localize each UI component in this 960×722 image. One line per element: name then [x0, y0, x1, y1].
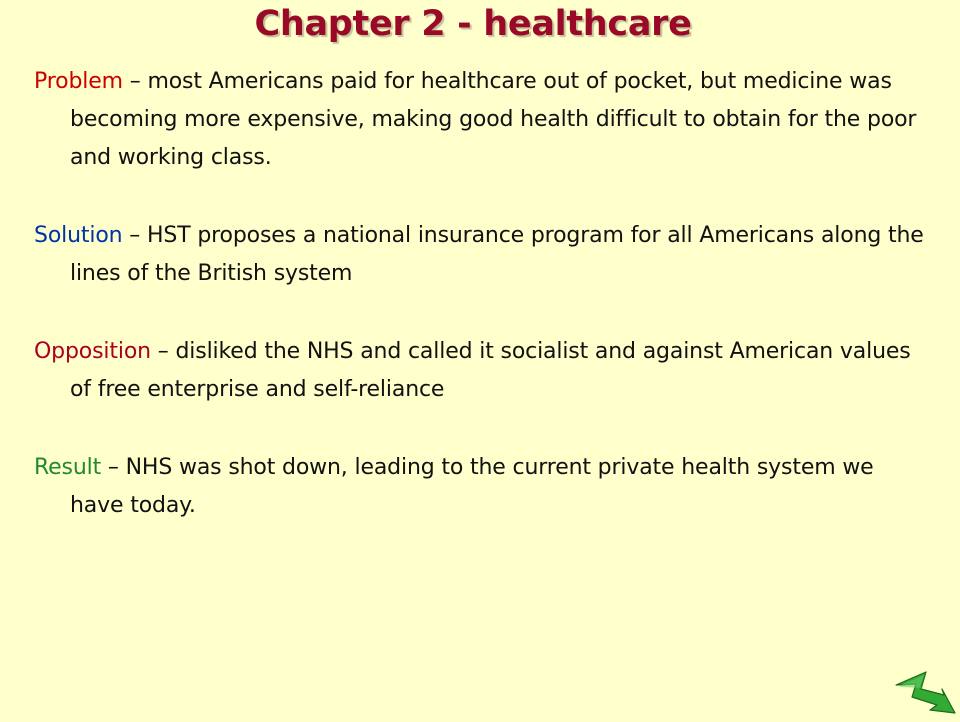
section-text: disliked the NHS and called it socialist and against American values of free enterprise and self-reliance [70, 339, 911, 402]
section-dash: – [101, 455, 126, 480]
section-problem [34, 63, 924, 177]
section-label: Opposition [34, 339, 151, 364]
section-dash: – [150, 339, 176, 364]
section-text: NHS was shot down, leading to the current private health system we have today. [70, 455, 874, 518]
section-text: HST proposes a national insurance program for all Americans along the lines of the British system [70, 223, 924, 286]
slide-content [34, 63, 924, 565]
section-opposition [34, 333, 924, 409]
section-result [34, 449, 924, 525]
section-dash: – [122, 223, 147, 248]
slide-title: Chapter 2 - healthcare [254, 4, 692, 44]
section-label: Problem [34, 69, 123, 94]
section-solution [34, 217, 924, 293]
next-slide-button[interactable] [892, 668, 958, 718]
section-text: most Americans paid for healthcare out of pocket, but medicine was becoming more expensive, making good health difficult to obtain for the poor and working class. [70, 69, 917, 170]
section-label: Solution [34, 223, 123, 248]
next-arrow-icon [892, 668, 958, 718]
section-dash: – [122, 69, 148, 94]
section-label: Result [34, 455, 102, 480]
